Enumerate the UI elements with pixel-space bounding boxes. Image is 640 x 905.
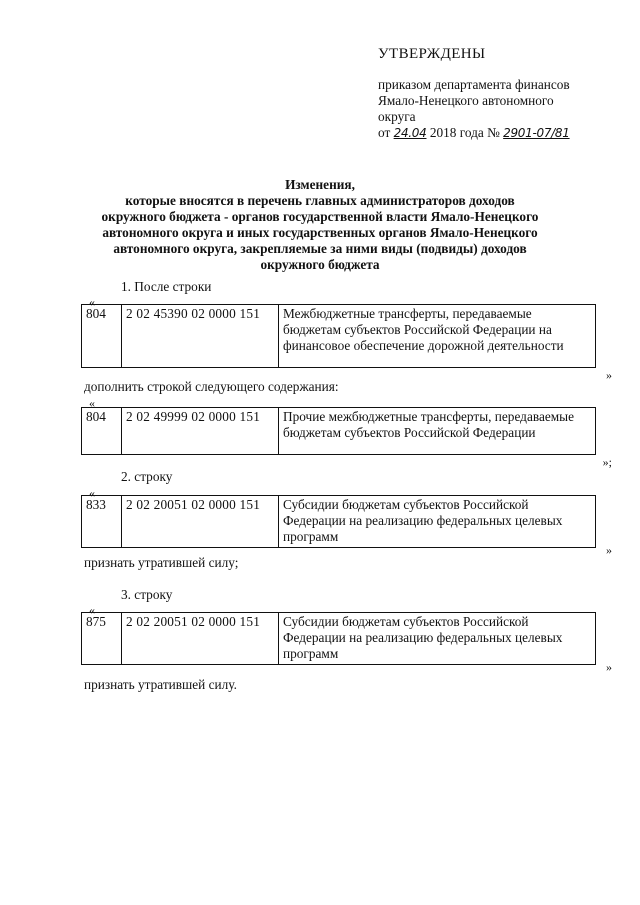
heading-line-4: автономного округа и иных государственных органов Ямало-Ненецкого (102, 225, 538, 240)
approval-block (378, 46, 618, 141)
revenue-table-row-1 (81, 304, 596, 368)
kbk-code-cell: 2 02 20051 02 0000 151 (122, 496, 279, 548)
heading-line-2: которые вносятся в перечень главных администраторов доходов (125, 193, 515, 208)
section-3-instruction: признать утратившей силу. (84, 677, 237, 692)
admin-code-cell: 833 (82, 496, 122, 548)
revenue-description-cell: Прочие межбюджетные трансферты, передаваемые бюджетам субъектов Российской Федерации (279, 408, 596, 455)
kbk-code-cell: 2 02 45390 02 0000 151 (122, 305, 279, 368)
approval-line-2: Ямало-Ненецкого автономного (378, 93, 554, 108)
heading-line-1: Изменения, (285, 177, 355, 192)
revenue-table-row-3 (81, 495, 596, 548)
quote-open: « (89, 603, 95, 617)
quote-close-semicolon: »; (602, 455, 612, 469)
heading-line-5: автономного округа, закрепляемые за ними виды (подвиды) доходов (113, 241, 527, 256)
quote-open: « (89, 396, 95, 410)
approval-title: УТВЕРЖДЕНЫ (378, 46, 486, 62)
revenue-description-cell: Межбюджетные трансферты, передаваемые бюджетам субъектов Российской Федерации на финансовое обеспечение дорожной деятельности (279, 305, 596, 368)
quote-open: « (89, 295, 95, 309)
revenue-table-row-2 (81, 407, 596, 455)
section-3-label: 3. строку (121, 587, 173, 602)
handwritten-date: 24.04 (393, 126, 427, 140)
admin-code-cell: 875 (82, 613, 122, 665)
section-1-instruction: дополнить строкой следующего содержания: (84, 379, 339, 394)
quote-close: » (606, 660, 612, 674)
heading-line-6: окружного бюджета (260, 257, 380, 272)
approval-line-3: округа (378, 109, 416, 124)
revenue-description-cell: Субсидии бюджетам субъектов Российской Федерации на реализацию федеральных целевых программ (279, 613, 596, 665)
heading-line-3: окружного бюджета - органов государственной власти Ямало-Ненецкого (101, 209, 539, 224)
approval-line-1: приказом департамента финансов (378, 77, 570, 92)
kbk-code-cell: 2 02 49999 02 0000 151 (122, 408, 279, 455)
quote-close: » (606, 543, 612, 557)
handwritten-order-number: 2901-07/81 (503, 126, 570, 140)
document-heading (80, 177, 560, 273)
section-1-label: 1. После строки (121, 279, 212, 294)
approval-date-line (378, 125, 618, 141)
kbk-code-cell: 2 02 20051 02 0000 151 (122, 613, 279, 665)
admin-code-cell: 804 (82, 408, 122, 455)
revenue-description-cell: Субсидии бюджетам субъектов Российской Федерации на реализацию федеральных целевых программ (279, 496, 596, 548)
section-2-instruction: признать утратившей силу; (84, 555, 239, 570)
quote-close: » (606, 368, 612, 382)
quote-open: « (89, 486, 95, 500)
admin-code-cell: 804 (82, 305, 122, 368)
date-prefix: от (378, 125, 391, 140)
revenue-table-row-4 (81, 612, 596, 665)
date-suffix: 2018 года № (429, 125, 500, 140)
section-2-label: 2. строку (121, 469, 173, 484)
